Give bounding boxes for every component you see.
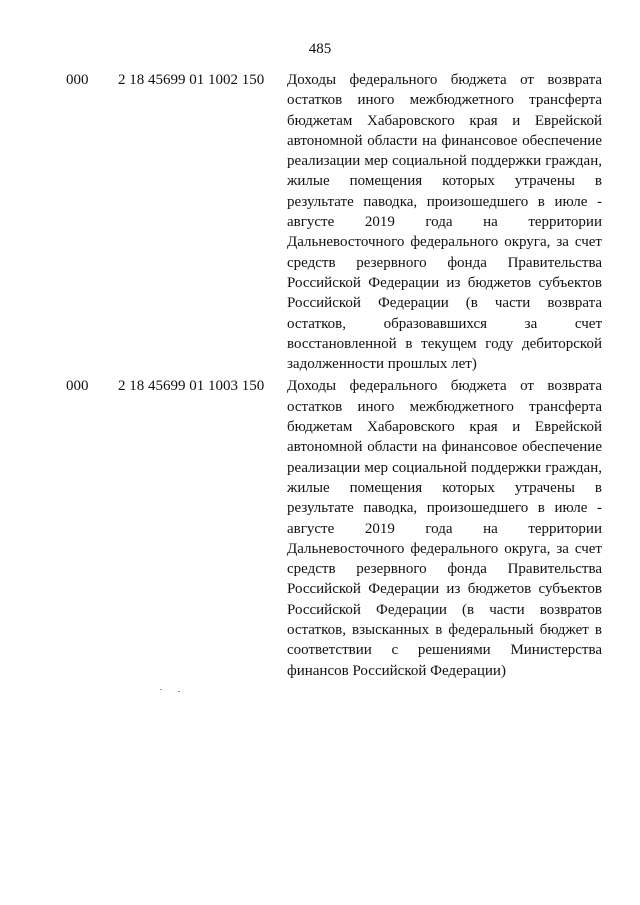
scan-speck [160,689,162,690]
revenue-code-table [0,70,640,683]
table-row [0,376,640,680]
admin-code: 000 [66,378,89,395]
budget-classification-code: 2 18 45699 01 1003 150 [118,378,265,395]
revenue-description: Доходы федерального бюджета от возврата остатков иного межбюджетного трансферта бюджетам Хабаровского края и Еврейской автономной области на финансовое обеспечение реализации мер социальной поддержки граждан, жилые помещения которых утрачены в результате паводка, произошедшего в июле - августе 2019 года на территории Дальневосточного федерального округа, за счет средств резервного фонда Правительства Российской Федерации из бюджетов субъектов Российской Федерации (в части возврата остатков, образовавшихся за счет восстановленной в текущем году дебиторской задолженности прошлых лет) [287,72,602,373]
page-number: 485 [308,41,332,57]
revenue-description: Доходы федерального бюджета от возврата остатков иного межбюджетного трансферта бюджетам Хабаровского края и Еврейской автономной области на финансовое обеспечение реализации мер социальной поддержки граждан, жилые помещения которых утрачены в результате паводка, произошедшего в июле - августе 2019 года на территории Дальневосточного федерального округа, за счет средств резервного фонда Правительства Российской Федерации из бюджетов субъектов Российской Федерации (в части возвратов остатков, взысканных в федеральный бюджет в соответствии с решениями Министерства финансов Российской Федерации) [287,378,602,679]
table-row [0,70,640,374]
scan-speck [178,691,180,692]
budget-classification-code: 2 18 45699 01 1002 150 [118,72,265,88]
admin-code: 000 [66,72,89,88]
